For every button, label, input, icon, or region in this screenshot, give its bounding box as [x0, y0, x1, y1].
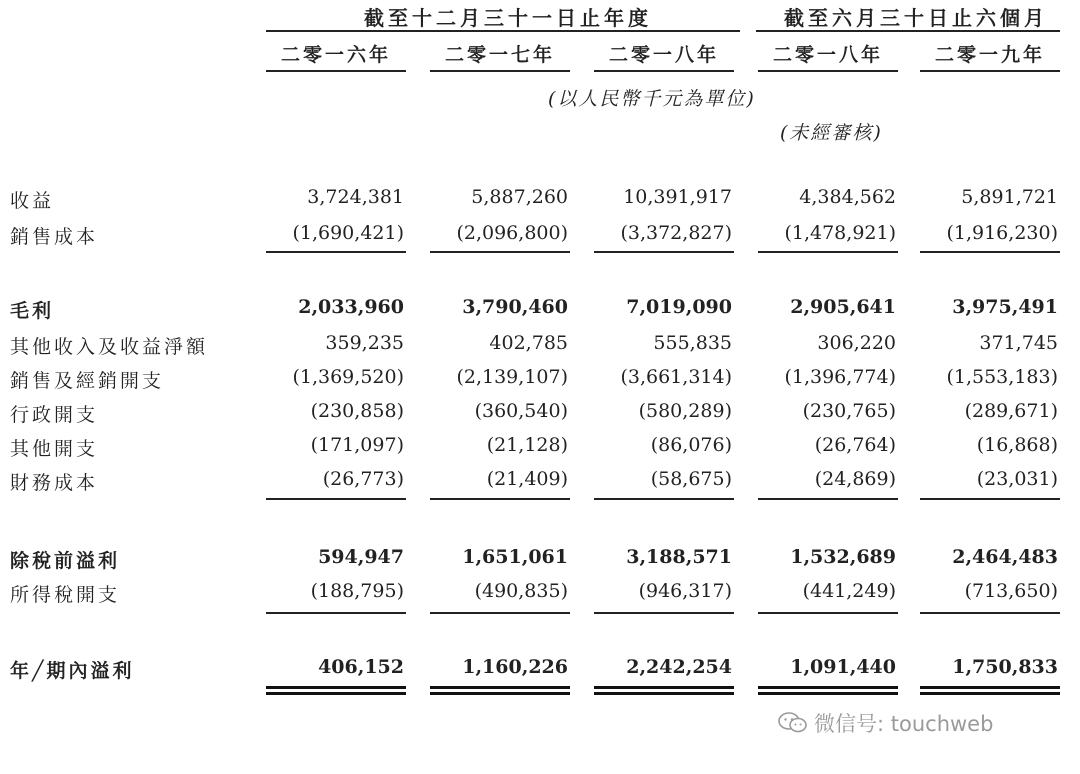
row-value: (24,869) — [814, 468, 896, 490]
subtotal-rule — [594, 498, 734, 500]
year-header-rule — [430, 70, 570, 72]
row-value: (21,409) — [486, 468, 568, 490]
row-value: (713,650) — [964, 580, 1058, 602]
subtotal-rule — [266, 612, 406, 614]
subtotal-rule — [430, 251, 570, 253]
year-header: 二零一八年 — [608, 44, 719, 66]
row-value: (1,916,230) — [946, 222, 1058, 244]
row-value: 5,891,721 — [961, 186, 1058, 208]
row-value: (2,139,107) — [456, 366, 568, 388]
year-header: 二零一九年 — [934, 44, 1045, 66]
year-header-rule — [920, 70, 1060, 72]
row-value: 3,790,460 — [462, 296, 568, 318]
subtotal-rule — [758, 251, 898, 253]
row-value: (360,540) — [474, 400, 568, 422]
subtotal-rule — [758, 498, 898, 500]
subtotal-rule — [266, 251, 406, 253]
subtotal-rule — [594, 251, 734, 253]
year-header-rule — [266, 70, 406, 72]
row-value: (26,764) — [814, 434, 896, 456]
total-double-rule — [266, 686, 406, 695]
row-value: (26,773) — [322, 468, 404, 490]
row-value: (3,372,827) — [620, 222, 732, 244]
subtotal-rule — [266, 498, 406, 500]
row-label: 收益 — [10, 190, 55, 212]
subtotal-rule — [920, 612, 1060, 614]
row-value: (946,317) — [638, 580, 732, 602]
row-value: (188,795) — [310, 580, 404, 602]
unit-note: (以人民幣千元為單位) — [548, 88, 756, 110]
unaudited-note: (未經審核) — [780, 122, 883, 144]
year-header-rule — [594, 70, 734, 72]
row-value: 7,019,090 — [626, 296, 732, 318]
row-label: 其他開支 — [10, 438, 99, 460]
total-double-rule — [758, 686, 898, 695]
row-value: 1,750,833 — [952, 656, 1058, 678]
row-label: 銷售成本 — [10, 226, 99, 248]
row-value: (1,396,774) — [784, 366, 896, 388]
subtotal-rule — [758, 612, 898, 614]
row-value: (16,868) — [976, 434, 1058, 456]
row-value: 1,532,689 — [790, 546, 896, 568]
row-label: 其他收入及收益淨額 — [10, 336, 209, 358]
row-label: 除稅前溢利 — [10, 550, 121, 572]
row-value: 3,724,381 — [307, 186, 404, 208]
row-value: (1,478,921) — [784, 222, 896, 244]
row-value: 1,160,226 — [462, 656, 568, 678]
year-header: 二零一六年 — [280, 44, 391, 66]
row-value: (21,128) — [486, 434, 568, 456]
row-value: 555,835 — [653, 332, 732, 354]
total-double-rule — [594, 686, 734, 695]
row-value: 3,188,571 — [626, 546, 732, 568]
header-group-interim-rule — [756, 30, 1060, 32]
subtotal-rule — [920, 498, 1060, 500]
row-value: (289,671) — [964, 400, 1058, 422]
row-value: (23,031) — [976, 468, 1058, 490]
row-value: 2,033,960 — [298, 296, 404, 318]
row-value: 359,235 — [325, 332, 404, 354]
row-value: 406,152 — [318, 656, 404, 678]
row-value: (3,661,314) — [620, 366, 732, 388]
row-value: 594,947 — [318, 546, 404, 568]
row-value: (230,765) — [802, 400, 896, 422]
row-value: 371,745 — [979, 332, 1058, 354]
row-value: 2,905,641 — [790, 296, 896, 318]
subtotal-rule — [594, 612, 734, 614]
header-group-annual: 截至十二月三十一日止年度 — [364, 6, 652, 30]
row-value: (230,858) — [310, 400, 404, 422]
row-label: 年╱期內溢利 — [10, 660, 135, 682]
header-group-interim: 截至六月三十日止六個月 — [784, 6, 1048, 30]
row-value: (490,835) — [474, 580, 568, 602]
row-value: (58,675) — [650, 468, 732, 490]
wechat-icon — [778, 712, 808, 734]
total-double-rule — [430, 686, 570, 695]
row-label: 財務成本 — [10, 472, 99, 494]
year-header: 二零一八年 — [772, 44, 883, 66]
row-value: (86,076) — [650, 434, 732, 456]
row-value: 1,091,440 — [790, 656, 896, 678]
row-value: 2,242,254 — [626, 656, 732, 678]
row-value: (1,690,421) — [292, 222, 404, 244]
row-value: 5,887,260 — [471, 186, 568, 208]
row-value: 1,651,061 — [462, 546, 568, 568]
subtotal-rule — [430, 498, 570, 500]
year-header-rule — [758, 70, 898, 72]
row-value: 2,464,483 — [952, 546, 1058, 568]
row-label: 銷售及經銷開支 — [10, 370, 165, 392]
row-value: 10,391,917 — [623, 186, 732, 208]
subtotal-rule — [920, 251, 1060, 253]
row-value: 402,785 — [489, 332, 568, 354]
row-value: (441,249) — [802, 580, 896, 602]
row-label: 所得稅開支 — [10, 584, 121, 606]
header-group-annual-rule — [266, 30, 740, 32]
row-value: (2,096,800) — [456, 222, 568, 244]
row-value: 306,220 — [817, 332, 896, 354]
row-label: 行政開支 — [10, 404, 99, 426]
subtotal-rule — [430, 612, 570, 614]
row-value: 3,975,491 — [952, 296, 1058, 318]
year-header: 二零一七年 — [444, 44, 555, 66]
watermark-text: 微信号: touchweb — [814, 712, 994, 736]
row-value: (1,369,520) — [292, 366, 404, 388]
row-value: (580,289) — [638, 400, 732, 422]
row-value: (1,553,183) — [946, 366, 1058, 388]
row-value: 4,384,562 — [799, 186, 896, 208]
row-label: 毛利 — [10, 300, 55, 322]
row-value: (171,097) — [310, 434, 404, 456]
total-double-rule — [920, 686, 1060, 695]
